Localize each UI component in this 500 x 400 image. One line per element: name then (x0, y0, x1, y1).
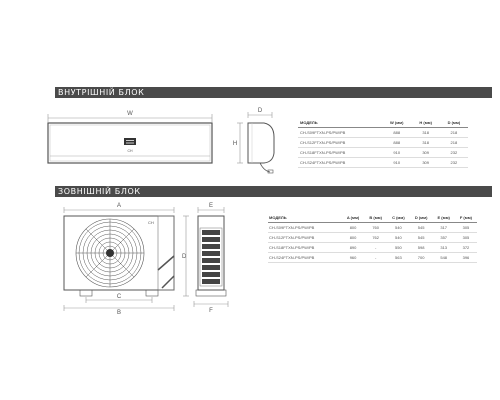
table-cell: 540 (387, 223, 410, 233)
column-header: H (мм) (412, 118, 440, 128)
column-header: B (мм) (364, 213, 387, 223)
table-cell: 218 (440, 138, 468, 148)
table-cell: CH-S12FTXN-PS/PW/PB (298, 138, 382, 148)
column-header: D (мм) (440, 118, 468, 128)
table-header-row (298, 118, 468, 128)
table-cell: CH-S24FTXN-PS/PW/PB (268, 253, 342, 263)
table-cell: 888 (382, 128, 412, 138)
indoor-dimensions-table (298, 118, 468, 168)
table-cell: CH-S18FTXN-PS/PW/PB (268, 243, 342, 253)
table-cell: 317 (433, 223, 455, 233)
dim-label-a: A (116, 203, 122, 209)
dim-label-c: C (116, 294, 122, 300)
table-row (298, 138, 468, 148)
table-row (268, 253, 477, 263)
outdoor-section-title: ЗОВНІШНІЙ БЛОК (55, 186, 492, 197)
table-cell: 309 (412, 158, 440, 168)
outdoor-unit-side-drawing (180, 200, 250, 315)
column-header: A (мм) (342, 213, 365, 223)
table-cell: 910 (382, 148, 412, 158)
fan-grille-icon (76, 219, 144, 287)
table-cell: 545 (410, 233, 433, 243)
table-cell: 550 (387, 243, 410, 253)
indoor-section-title: ВНУТРІШНІЙ БЛОК (55, 87, 492, 98)
column-header: МОДЕЛЬ (268, 213, 342, 223)
table-row (268, 223, 477, 233)
table-header-row (268, 213, 477, 223)
table-cell: 218 (440, 128, 468, 138)
table-cell: 313 (433, 243, 455, 253)
table-cell: 760 (364, 223, 387, 233)
table-cell: CH-S18FTXN-PS/PW/PB (298, 148, 382, 158)
dim-label-d-indoor: D (257, 108, 263, 114)
table-cell: 762 (364, 233, 387, 243)
table-cell: 396 (455, 253, 477, 263)
dim-label-w: W (127, 111, 133, 117)
table-cell: 305 (455, 223, 477, 233)
table-cell: 960 (342, 253, 365, 263)
column-header: E (мм) (433, 213, 455, 223)
table-row (298, 148, 468, 158)
table-cell: CH-S09FTXN-PS/PW/PB (298, 128, 382, 138)
table-cell: CH-S24FTXN-PS/PW/PB (298, 158, 382, 168)
table-cell: 888 (382, 138, 412, 148)
column-header: F (мм) (455, 213, 477, 223)
table-cell: 800 (342, 233, 365, 243)
table-cell: 232 (440, 148, 468, 158)
table-cell: 357 (433, 233, 455, 243)
table-cell: 563 (387, 253, 410, 263)
table-cell: 598 (410, 243, 433, 253)
table-cell: 232 (440, 158, 468, 168)
table-cell: - (364, 253, 387, 263)
table-cell: 372 (455, 243, 477, 253)
dim-label-b: B (116, 310, 122, 315)
table-cell: 318 (412, 128, 440, 138)
table-cell: CH-S09FTXN-PS/PW/PB (268, 223, 342, 233)
table-cell: 318 (412, 138, 440, 148)
table-cell: - (364, 243, 387, 253)
dim-label-e: E (208, 203, 214, 209)
column-header: D (мм) (410, 213, 433, 223)
table-cell: 309 (412, 148, 440, 158)
table-cell: CH-S12FTXN-PS/PW/PB (268, 233, 342, 243)
brand-logo-outdoor: CH (148, 220, 154, 225)
table-cell: 910 (382, 158, 412, 168)
column-header: W (мм) (382, 118, 412, 128)
column-header: C (мм) (387, 213, 410, 223)
indoor-unit-front-drawing (40, 105, 226, 175)
table-cell: 305 (455, 233, 477, 243)
table-row (298, 128, 468, 138)
dim-label-h: H (232, 141, 238, 147)
table-cell: 540 (387, 233, 410, 243)
column-header: МОДЕЛЬ (298, 118, 382, 128)
table-row (268, 243, 477, 253)
display-panel (124, 138, 136, 145)
table-cell: 545 (410, 223, 433, 233)
brand-logo-indoor: CH (127, 149, 133, 153)
indoor-unit-side-drawing (230, 105, 292, 180)
outdoor-unit-front-drawing (50, 200, 190, 315)
outdoor-dimensions-table (268, 213, 477, 263)
table-row (268, 233, 477, 243)
dim-label-d-outdoor: D (182, 254, 187, 260)
dim-label-f: F (209, 308, 213, 314)
table-cell: 548 (433, 253, 455, 263)
table-cell: 700 (410, 253, 433, 263)
table-cell: 890 (342, 243, 365, 253)
table-cell: 800 (342, 223, 365, 233)
table-row (298, 158, 468, 168)
